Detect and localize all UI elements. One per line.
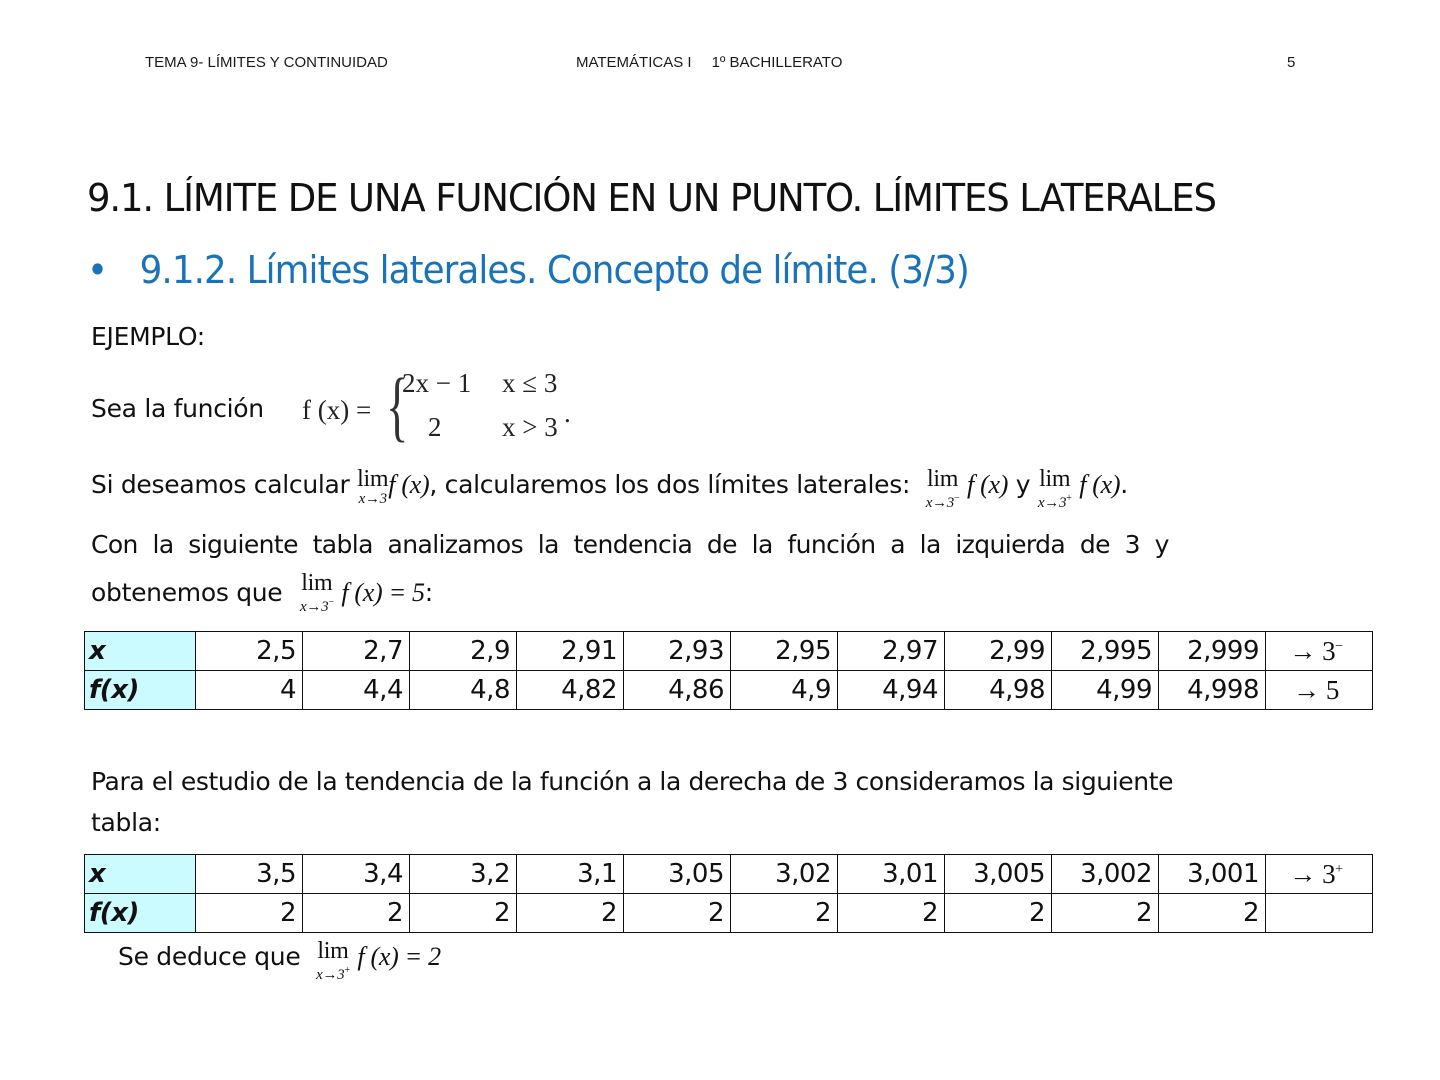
row-label-fx: f(x) — [85, 671, 196, 710]
line2-end: : — [424, 578, 433, 607]
lim-label: lim — [317, 938, 349, 964]
fx-trend-cell — [1266, 894, 1373, 933]
conclusion-pre: Se deduce que — [118, 942, 301, 971]
fx-expr: f (x) — [1079, 470, 1121, 499]
calc-end: . — [1120, 470, 1128, 499]
piece2-expr: 2 — [428, 412, 442, 442]
table-cell: 4,94 — [838, 671, 945, 710]
table-cell: 4 — [196, 671, 303, 710]
table-cell: 2,95 — [731, 632, 838, 671]
calc-pre: Si deseamos calcular — [91, 470, 350, 499]
header-course — [576, 54, 842, 71]
table-cell: 2,99 — [945, 632, 1052, 671]
left-values-table — [84, 631, 1373, 710]
table-cell: 4,998 — [1159, 671, 1266, 710]
table-cell: 4,4 — [303, 671, 410, 710]
limit-expression — [357, 466, 388, 506]
lim-sub: x→3− — [300, 597, 334, 615]
table-row-fx — [85, 894, 1373, 933]
subtitle-text: 9.1.2. Límites laterales. Concepto de límite. (3/3) — [139, 248, 969, 292]
table-cell: 2,7 — [303, 632, 410, 671]
table-cell: 2 — [517, 894, 624, 933]
table-cell: 2 — [731, 894, 838, 933]
table-cell: 3,2 — [410, 855, 517, 894]
table-cell: 2 — [945, 894, 1052, 933]
right-paragraph-line2: tabla: — [91, 808, 161, 837]
function-intro: Sea la función — [91, 394, 264, 423]
table-row-fx — [85, 671, 1373, 710]
function-name: f (x) = — [302, 395, 372, 425]
and-word: y — [1015, 470, 1031, 499]
fx-trend-cell: → 5 — [1266, 671, 1373, 710]
table-cell: 2,995 — [1052, 632, 1159, 671]
table-cell: 3,005 — [945, 855, 1052, 894]
limit-result: f (x) = 2 — [357, 942, 441, 971]
fx-expr: f (x) — [388, 470, 430, 499]
table-cell: 3,001 — [1159, 855, 1266, 894]
table-cell: 3,02 — [731, 855, 838, 894]
table-row-x — [85, 855, 1373, 894]
fx-expr: f (x) — [967, 470, 1009, 499]
row-label-fx: f(x) — [85, 894, 196, 933]
table-cell: 2 — [410, 894, 517, 933]
lim-sub: x→3+ — [316, 965, 350, 983]
table-cell: 2,999 — [1159, 632, 1266, 671]
line2-pre: obtenemos que — [91, 578, 283, 607]
table-cell: 2,91 — [517, 632, 624, 671]
left-limit-expression — [926, 466, 960, 510]
limit-result: f (x) = 5 — [341, 578, 425, 607]
table-cell: 2 — [1159, 894, 1266, 933]
piece2-cond: x > 3 — [502, 412, 558, 442]
table-cell: 2 — [1052, 894, 1159, 933]
table-cell: 2,5 — [196, 632, 303, 671]
table-cell: 4,99 — [1052, 671, 1159, 710]
right-paragraph-line1: Para el estudio de la tendencia de la función a la derecha de 3 consideramos la siguiente — [91, 767, 1174, 796]
example-label: EJEMPLO: — [91, 322, 205, 351]
table-row-x — [85, 632, 1373, 671]
lim-label: lim — [301, 570, 333, 596]
table-cell: 4,98 — [945, 671, 1052, 710]
calc-line — [91, 466, 1128, 511]
table-cell: 3,05 — [624, 855, 731, 894]
table-cell: 4,86 — [624, 671, 731, 710]
right-limit-expression — [1038, 466, 1072, 510]
table-cell: 3,5 — [196, 855, 303, 894]
section-subtitle — [87, 248, 969, 292]
header-level: 1º BACHILLERATO — [711, 54, 843, 71]
lim-sub: x→3+ — [1037, 493, 1072, 511]
piece1-cond: x ≤ 3 — [502, 368, 558, 398]
x-trend-cell: → 3+ — [1266, 855, 1373, 894]
header-topic: TEMA 9- LÍMITES Y CONTINUIDAD — [145, 54, 388, 71]
brace-icon: { — [386, 362, 409, 449]
lim-sub: x→3− — [925, 493, 960, 511]
conclusion — [118, 938, 441, 983]
lim-label: lim — [927, 466, 959, 492]
row-label-x: x — [85, 632, 196, 671]
table-cell: 4,82 — [517, 671, 624, 710]
left-limit-result — [300, 570, 334, 614]
piece1-expr: 2x − 1 — [402, 368, 472, 398]
piece-end: . — [564, 398, 571, 428]
bullet-icon: • — [87, 248, 108, 292]
table-cell: 4,9 — [731, 671, 838, 710]
lim-sub: x→3 — [358, 491, 387, 507]
right-limit-result — [316, 938, 350, 982]
calc-mid: , calcularemos los dos límites laterales: — [429, 470, 911, 499]
left-paragraph-line1: Con la siguiente tabla analizamos la tendencia de la función a la izquierda de 3 y — [91, 530, 1169, 559]
table-cell: 2 — [624, 894, 731, 933]
header-subject: MATEMÁTICAS I — [576, 54, 692, 71]
table-cell: 3,4 — [303, 855, 410, 894]
x-trend-cell: → 3− — [1266, 632, 1373, 671]
table-cell: 3,002 — [1052, 855, 1159, 894]
table-cell: 2 — [838, 894, 945, 933]
table-cell: 2 — [303, 894, 410, 933]
table-cell: 4,8 — [410, 671, 517, 710]
table-cell: 3,1 — [517, 855, 624, 894]
right-values-table — [84, 854, 1373, 933]
table-cell: 2 — [196, 894, 303, 933]
table-cell: 2,97 — [838, 632, 945, 671]
row-label-x: x — [85, 855, 196, 894]
table-cell: 2,93 — [624, 632, 731, 671]
page-title: 9.1. LÍMITE DE UNA FUNCIÓN EN UN PUNTO. LÍMITES LATERALES — [87, 176, 1216, 220]
table-cell: 3,01 — [838, 855, 945, 894]
page-number: 5 — [1287, 54, 1296, 71]
table-cell: 2,9 — [410, 632, 517, 671]
lim-label: lim — [1039, 466, 1071, 492]
lim-label: lim — [357, 466, 389, 492]
left-paragraph-line2 — [91, 570, 433, 615]
